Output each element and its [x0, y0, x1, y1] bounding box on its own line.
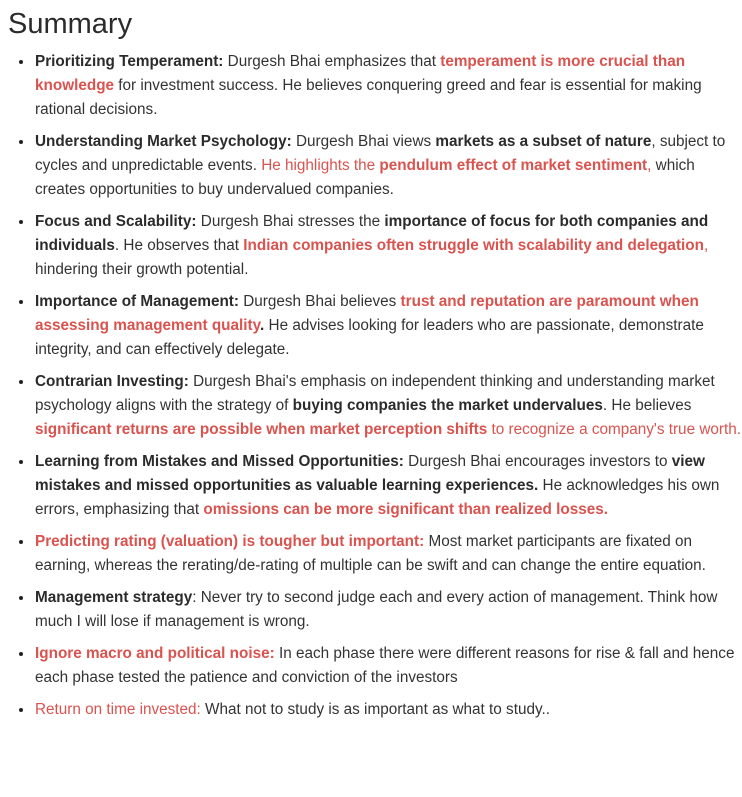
page-title: Summary — [8, 8, 133, 40]
body-text: Most market participants are fixated on earning, whereas the rerating/de-rating of multiple can be swift and can change the entire equation. — [35, 533, 706, 574]
emphasized-text: buying companies the market undervalues — [292, 397, 603, 414]
summary-list-item — [34, 698, 742, 722]
emphasized-text: Management strategy — [35, 589, 193, 606]
highlighted-text: , — [703, 237, 709, 254]
emphasized-text: significant returns are possible when market perception shifts — [35, 421, 488, 438]
body-text: Durgesh Bhai's emphasis on independent thinking and understanding market psychology aligns with the strategy of — [35, 373, 715, 414]
summary-list-item — [34, 210, 742, 282]
body-text: In each phase there were different reasons for rise & fall and hence each phase tested the patience and conviction of the investors — [35, 645, 735, 686]
body-text: . He believes — [602, 397, 692, 414]
body-text: Durgesh Bhai encourages investors to — [403, 453, 672, 470]
body-text: . He observes that — [114, 237, 244, 254]
emphasized-text: temperament is more crucial than knowledge — [35, 53, 686, 94]
emphasized-text: Contrarian Investing: — [35, 373, 189, 390]
emphasized-text: Learning from Mistakes and Missed Opportunities: — [35, 453, 404, 470]
body-text: hindering their growth potential. — [35, 261, 249, 278]
emphasized-text: importance of focus for both companies and individuals — [35, 213, 709, 254]
emphasized-text: Understanding Market Psychology: — [35, 133, 292, 150]
body-text: which creates opportunities to buy undervalued companies. — [35, 157, 695, 198]
emphasized-text: Predicting rating (valuation) is tougher but important: — [35, 533, 425, 550]
emphasized-text: Focus and Scalability: — [35, 213, 197, 230]
highlighted-text: He highlights the — [261, 157, 380, 174]
highlighted-text: , — [647, 157, 652, 174]
highlighted-text: to recognize a company's true worth. — [487, 421, 741, 438]
summary-list — [8, 50, 742, 722]
body-text: : Never try to second judge each and every action of management. Think how much I will lose if management is wrong. — [35, 589, 718, 630]
body-text: What not to study is as important as what to study.. — [200, 701, 550, 718]
body-text: Durgesh Bhai emphasizes that — [223, 53, 441, 70]
summary-list-item — [34, 50, 742, 122]
body-text: He acknowledges his own errors, emphasizing that — [35, 477, 720, 518]
emphasized-text: pendulum effect of market sentiment — [379, 157, 648, 174]
summary-list-item — [34, 450, 742, 522]
emphasized-text: Importance of Management: — [35, 293, 239, 310]
emphasized-text: Indian companies often struggle with scalability and delegation — [243, 237, 704, 254]
body-text: Durgesh Bhai views — [291, 133, 436, 150]
body-text: for investment success. He believes conquering greed and fear is essential for making rational decisions. — [35, 77, 702, 118]
summary-list-item — [34, 290, 742, 362]
summary-list-item — [34, 642, 742, 690]
summary-list-item — [34, 586, 742, 634]
body-text: , subject to cycles and unpredictable events. — [35, 133, 726, 174]
emphasized-text: omissions can be more significant than realized losses. — [203, 501, 608, 518]
highlighted-text: Return on time invested: — [35, 701, 201, 718]
emphasized-text: view mistakes and missed opportunities as valuable learning experiences. — [35, 453, 705, 494]
emphasized-text: . — [260, 317, 265, 334]
body-text: Durgesh Bhai believes — [238, 293, 401, 310]
body-text: Durgesh Bhai stresses the — [196, 213, 385, 230]
emphasized-text: Ignore macro and political noise: — [35, 645, 275, 662]
summary-list-item — [34, 370, 742, 442]
summary-list-item — [34, 530, 742, 578]
emphasized-text: markets as a subset of nature — [435, 133, 652, 150]
body-text: He advises looking for leaders who are passionate, demonstrate integrity, and can effectively delegate. — [35, 317, 704, 358]
emphasized-text: trust and reputation are paramount when assessing management quality — [35, 293, 699, 334]
summary-list-item — [34, 130, 742, 202]
emphasized-text: Prioritizing Temperament: — [35, 53, 224, 70]
